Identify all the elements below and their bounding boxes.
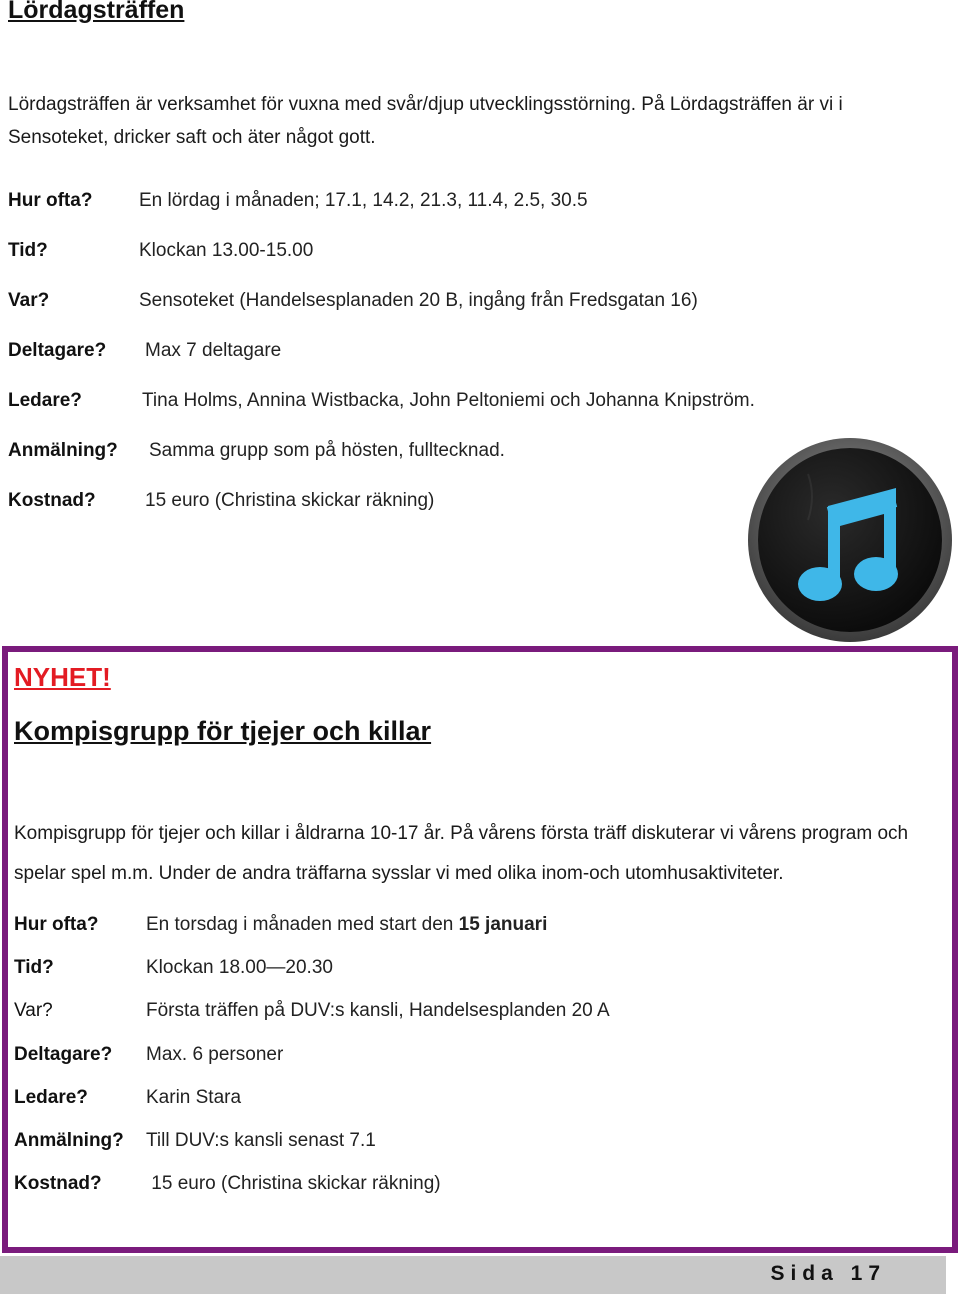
intro-paragraph: Lördagsträffen är verksamhet för vuxna med svår/djup utvecklingsstörning. På Lördagsträffen är vi i Sensoteket, dricker saft och äter något gott. (8, 94, 843, 148)
info-label: Hur ofta? (14, 914, 99, 935)
info-label: Anmälning? (8, 440, 118, 461)
info-label: Kostnad? (8, 490, 96, 511)
info-label: Deltagare? (8, 340, 107, 361)
info-value: Max. 6 personer (146, 1044, 284, 1065)
info-value: En torsdag i månaden med start den 15 januari (146, 914, 548, 935)
info-label: Ledare? (14, 1087, 88, 1108)
info-label: Var? (14, 1000, 53, 1021)
info-value: Karin Stara (146, 1087, 242, 1108)
info-label: Tid? (14, 957, 54, 978)
info-label: Kostnad? (14, 1173, 102, 1194)
section-title: Kompisgrupp för tjejer och killar (14, 716, 432, 746)
info-value: En lördag i månaden; 17.1, 14.2, 21.3, 11.4, 2.5, 30.5 (139, 190, 588, 211)
info-label: Deltagare? (14, 1044, 113, 1065)
info-value: Klockan 13.00-15.00 (139, 240, 314, 261)
info-value: 15 euro (Christina skickar räkning) (145, 490, 435, 511)
info-value: 15 euro (Christina skickar räkning) (146, 1173, 441, 1194)
page-number: Sida 17 (770, 1262, 886, 1285)
info-value: Max 7 deltagare (145, 340, 282, 361)
info-value: Klockan 18.00—20.30 (146, 957, 333, 978)
info-label: Ledare? (8, 390, 82, 411)
info-value: Till DUV:s kansli senast 7.1 (146, 1130, 376, 1151)
news-badge: NYHET! (14, 662, 111, 692)
music-note-icon (746, 436, 958, 648)
info-value: Första träffen på DUV:s kansli, Handelsesplanden 20 A (146, 1000, 610, 1021)
info-value: Tina Holms, Annina Wistbacka, John Peltoniemi och Johanna Knipström. (142, 390, 755, 411)
info-label: Tid? (8, 240, 48, 261)
info-label: Hur ofta? (8, 190, 93, 211)
info-value: Sensoteket (Handelsesplanaden 20 B, ingång från Fredsgatan 16) (139, 290, 698, 311)
info-label: Anmälning? (14, 1130, 124, 1151)
section-description: Kompisgrupp för tjejer och killar i åldrarna 10-17 år. På vårens första träff diskuterar vi vårens program och spelar spel m.m. Under de andra träffarna sysslar vi med olika inom-och utomhusaktiviteter. (14, 823, 909, 884)
info-label: Var? (8, 290, 50, 311)
info-value: Samma grupp som på hösten, fulltecknad. (149, 440, 505, 461)
page-title: Lördagsträffen (8, 0, 185, 24)
